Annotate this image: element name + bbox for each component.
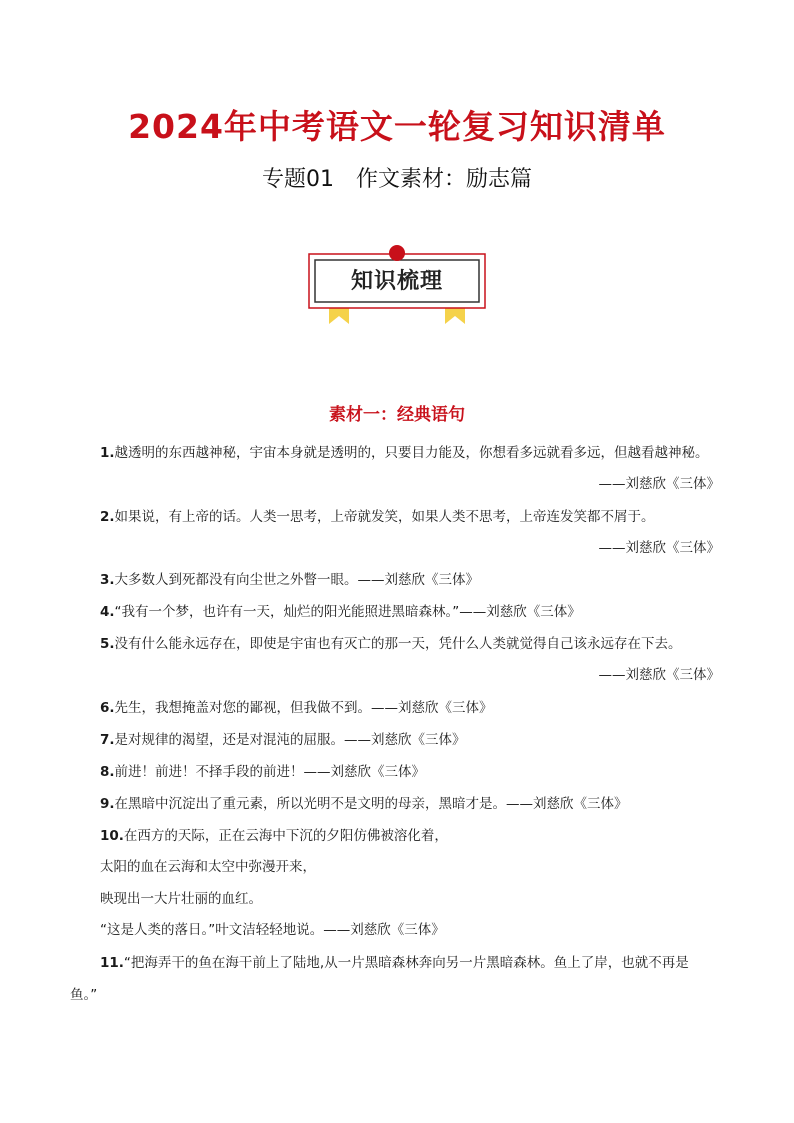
quote-text: 是对规律的渴望，还是对混沌的屈服。——刘慈欣《三体》 — [114, 732, 466, 748]
quote-number: 9. — [100, 796, 115, 812]
quote-number: 3. — [100, 572, 115, 588]
quote-continuation: 鱼。” — [70, 987, 98, 1003]
section-title: 素材一：经典语句 — [329, 405, 465, 425]
quote-text: 先生，我想掩盖对您的鄙视，但我做不到。——刘慈欣《三体》 — [114, 700, 493, 716]
sub-title — [0, 164, 794, 196]
quote-item — [100, 507, 655, 527]
quote-item — [100, 826, 448, 846]
badge-label: 知识梳理 — [350, 269, 443, 294]
quote-number: 1. — [100, 445, 115, 461]
quote-continuation: 映现出一大片壮丽的血红。 — [100, 891, 262, 907]
quote-number: 6. — [100, 700, 115, 716]
quote-attribution: ——刘慈欣《三体》 — [598, 667, 720, 683]
quote-number: 5. — [100, 636, 115, 652]
quote-text: 前进！前进！不择手段的前进！——刘慈欣《三体》 — [114, 764, 426, 780]
topic-label: 专题01 — [261, 167, 334, 192]
quote-text: “我有一个梦，也许有一天，灿烂的阳光能照进黑暗森林。”——刘慈欣《三体》 — [114, 604, 581, 620]
quote-number: 10. — [100, 828, 124, 844]
quote-text: “把海弄干的鱼在海干前上了陆地,从一片黑暗森林奔向另一片黑暗森林。鱼上了岸，也就不再是 — [123, 955, 689, 971]
quote-item — [100, 634, 682, 654]
quote-item — [100, 698, 493, 718]
quote-text: 如果说，有上帝的话。人类一思考，上帝就发笑，如果人类不思考，上帝连发笑都不屑于。 — [114, 509, 655, 525]
topic-name: 作文素材：励志篇 — [355, 167, 532, 192]
knowledge-badge — [307, 244, 487, 326]
quote-number: 7. — [100, 732, 115, 748]
quote-text: 大多数人到死都没有向尘世之外瞥一眼。——刘慈欣《三体》 — [114, 572, 480, 588]
main-title: 2024年中考语文一轮复习知识清单 — [128, 107, 666, 146]
quote-continuation: 太阳的血在云海和太空中弥漫开来， — [100, 859, 316, 875]
quote-item — [100, 730, 466, 750]
quote-item — [100, 762, 425, 782]
quote-item — [100, 794, 628, 814]
quote-number: 4. — [100, 604, 115, 620]
quote-item — [100, 953, 689, 973]
quote-text: 没有什么能永远存在，即使是宇宙也有灭亡的那一天，凭什么人类就觉得自己该永远存在下去。 — [114, 636, 682, 652]
quote-number: 2. — [100, 509, 115, 525]
quote-number: 11. — [100, 955, 124, 971]
quote-continuation: “这是人类的落日。”叶文洁轻轻地说。——刘慈欣《三体》 — [100, 922, 445, 938]
quote-attribution: ——刘慈欣《三体》 — [598, 476, 720, 492]
quote-number: 8. — [100, 764, 115, 780]
quote-attribution: ——刘慈欣《三体》 — [598, 540, 720, 556]
quote-item — [100, 443, 709, 463]
quote-text: 在黑暗中沉淀出了重元素，所以光明不是文明的母亲，黑暗才是。——刘慈欣《三体》 — [114, 796, 628, 812]
quote-text: 在西方的天际，正在云海中下沉的夕阳仿佛被溶化着， — [123, 828, 448, 844]
quote-text: 越透明的东西越神秘，宇宙本身就是透明的，只要目力能及，你想看多远就看多远，但越看越神秘。 — [114, 445, 709, 461]
quote-item — [100, 602, 581, 622]
quote-item — [100, 570, 479, 590]
